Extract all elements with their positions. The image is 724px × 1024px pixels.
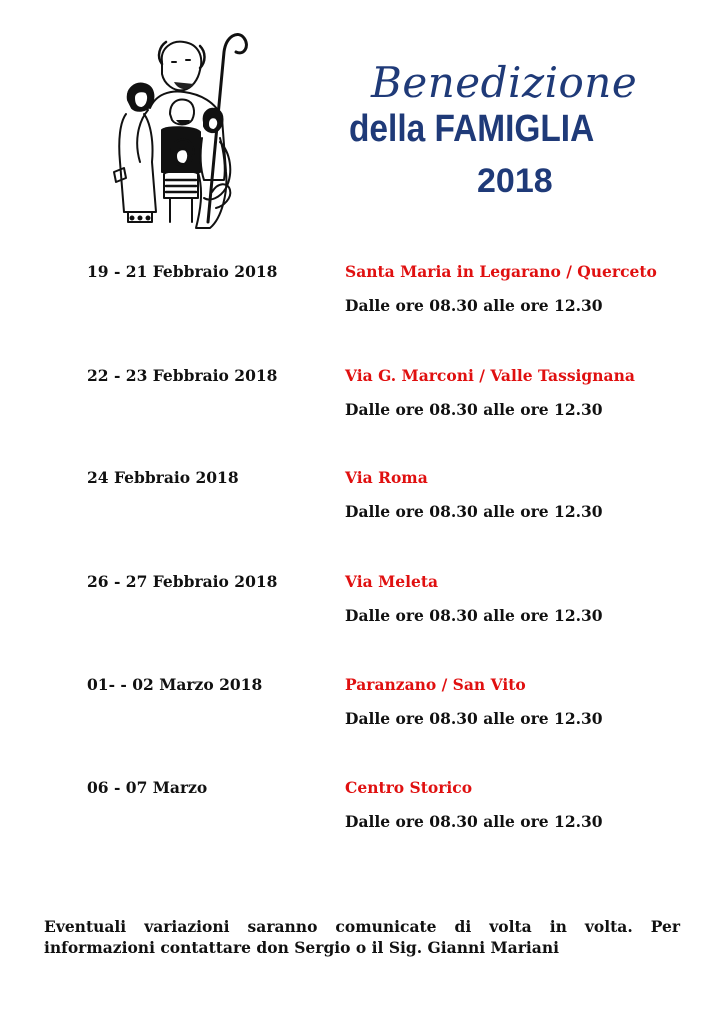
schedule-date: 22 - 23 Febbraio 2018 bbox=[87, 366, 278, 385]
schedule-place: Centro Storico bbox=[345, 778, 473, 797]
schedule-date: 26 - 27 Febbraio 2018 bbox=[87, 572, 278, 591]
title-main: della FAMIGLIA bbox=[349, 108, 595, 150]
title-script: Benedizione bbox=[371, 58, 638, 107]
schedule-hours: Dalle ore 08.30 alle ore 12.30 bbox=[345, 812, 603, 831]
schedule-hours: Dalle ore 08.30 alle ore 12.30 bbox=[345, 606, 603, 625]
schedule-hours: Dalle ore 08.30 alle ore 12.30 bbox=[345, 502, 603, 521]
title-year: 2018 bbox=[477, 162, 553, 200]
schedule-hours: Dalle ore 08.30 alle ore 12.30 bbox=[345, 400, 603, 419]
schedule-row bbox=[0, 675, 724, 755]
schedule-row bbox=[0, 468, 724, 548]
schedule-date: 01- - 02 Marzo 2018 bbox=[87, 675, 263, 694]
schedule-row bbox=[0, 572, 724, 652]
schedule-place: Via Roma bbox=[345, 468, 428, 487]
footer-note: Eventuali variazioni saranno comunicate di volta in volta. Per informazioni contattare don Sergio o il Sig. Gianni Mariani bbox=[44, 917, 680, 957]
schedule-date: 06 - 07 Marzo bbox=[87, 778, 208, 797]
schedule-row bbox=[0, 262, 724, 342]
good-shepherd-family-illustration bbox=[100, 22, 260, 232]
schedule-place: Via G. Marconi / Valle Tassignana bbox=[345, 366, 635, 385]
schedule-row bbox=[0, 778, 724, 858]
schedule-place: Paranzano / San Vito bbox=[345, 675, 526, 694]
title-block bbox=[345, 58, 645, 208]
schedule-date: 19 - 21 Febbraio 2018 bbox=[87, 262, 278, 281]
schedule-hours: Dalle ore 08.30 alle ore 12.30 bbox=[345, 296, 603, 315]
schedule-row bbox=[0, 366, 724, 446]
schedule-date: 24 Febbraio 2018 bbox=[87, 468, 239, 487]
schedule-place: Santa Maria in Legarano / Querceto bbox=[345, 262, 657, 281]
schedule-hours: Dalle ore 08.30 alle ore 12.30 bbox=[345, 709, 603, 728]
schedule-place: Via Meleta bbox=[345, 572, 439, 591]
